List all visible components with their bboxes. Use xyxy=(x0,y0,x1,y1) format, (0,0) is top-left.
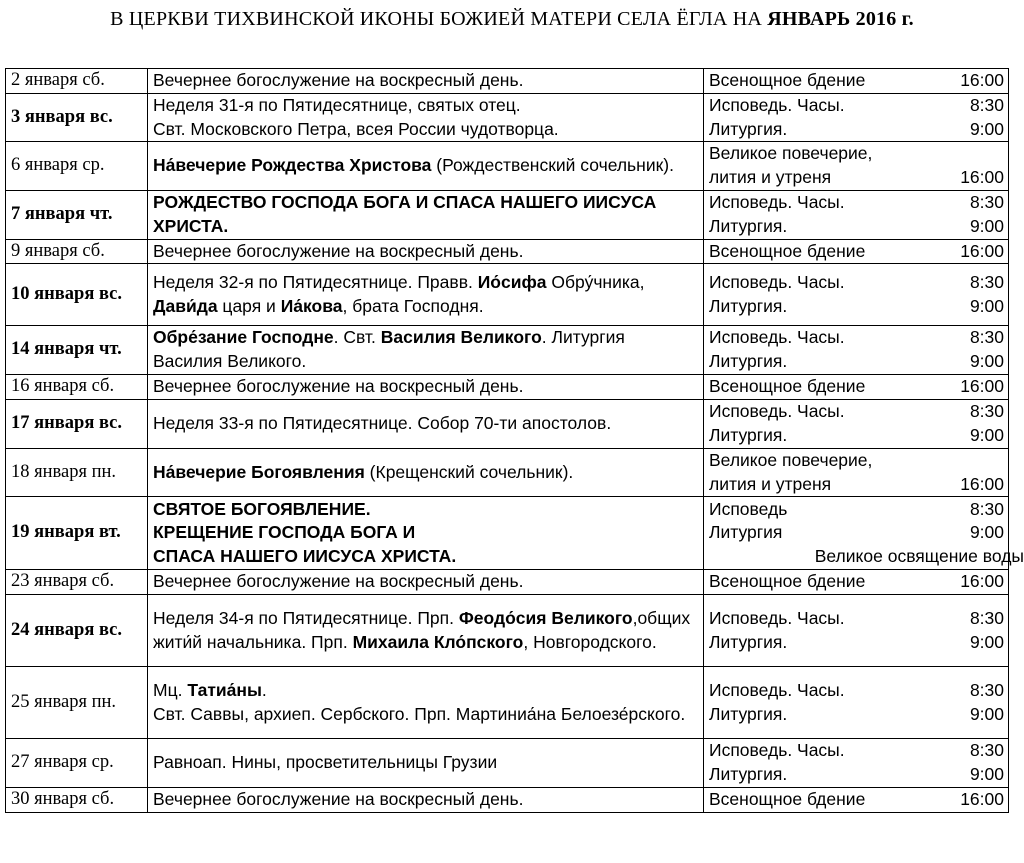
schedule-row xyxy=(6,374,1009,399)
date-cell: 14 января чт. xyxy=(6,326,148,375)
description-cell xyxy=(148,739,704,788)
service-time: 8:30 xyxy=(969,607,1004,628)
service-name: Литургия. xyxy=(709,424,788,445)
description-cell xyxy=(148,667,704,739)
description-line: Вечернее богослужение на воскресный день. xyxy=(153,571,524,592)
service-cell xyxy=(704,667,1009,739)
description-cell xyxy=(148,399,704,448)
date-cell: 24 января вс. xyxy=(6,595,148,667)
page-title xyxy=(0,8,1024,31)
service-cell xyxy=(704,570,1009,595)
date-cell: 27 января ср. xyxy=(6,739,148,788)
schedule-row xyxy=(6,93,1009,142)
service-time: 9:00 xyxy=(969,118,1004,139)
description-line: На́вечерие Рождества Христова (Рождественский сочельник). xyxy=(153,155,674,176)
service-name: Исповедь. Часы. xyxy=(709,607,845,628)
service-line xyxy=(709,295,1004,319)
service-name: Исповедь. Часы. xyxy=(709,327,845,348)
schedule-row xyxy=(6,239,1009,264)
schedule-row xyxy=(6,264,1009,326)
service-name: Литургия. xyxy=(709,351,788,372)
schedule-row xyxy=(6,787,1009,812)
description-cell xyxy=(148,239,704,264)
date-cell: 19 января вт. xyxy=(6,497,148,570)
service-line xyxy=(709,326,1004,350)
schedule-row xyxy=(6,399,1009,448)
service-cell xyxy=(704,69,1009,94)
service-time: 16:00 xyxy=(960,788,1004,809)
description-cell xyxy=(148,374,704,399)
description-cell xyxy=(148,787,704,812)
service-name: Исповедь. Часы. xyxy=(709,740,845,761)
description-cell xyxy=(148,595,704,667)
description-line: Мц. Татиа́ны. Свт. Саввы, архиеп. Сербского. Прп. Мартиниа́на Белоезе́рского. xyxy=(153,679,686,724)
service-name: Литургия. xyxy=(709,118,788,139)
service-cell xyxy=(704,787,1009,812)
service-name: лития и утреня xyxy=(709,167,832,188)
service-cell xyxy=(704,497,1024,570)
service-time: 16:00 xyxy=(960,70,1004,90)
service-line xyxy=(709,703,1004,727)
service-time: 16:00 xyxy=(960,240,1004,261)
service-name: Всенощное бдение xyxy=(709,375,866,396)
service-cell xyxy=(704,374,1009,399)
service-time: 8:30 xyxy=(969,400,1004,421)
schedule-row xyxy=(6,326,1009,375)
schedule-row xyxy=(6,739,1009,788)
service-line xyxy=(709,375,1004,399)
description-line: Неделя 34-я по Пятидесятнице. Прп. Феодо́сия Великого,общих жити́й начальника. Прп. Михаила Кло́пского, Новгородского. xyxy=(153,607,691,652)
service-line xyxy=(709,631,1004,655)
description-line: Равноап. Нины, просветительницы Грузии xyxy=(153,752,498,773)
title-month: ЯНВАРЬ 2016 г. xyxy=(767,8,914,30)
service-time: 8:30 xyxy=(969,191,1004,212)
service-cell xyxy=(704,399,1009,448)
service-line xyxy=(709,118,1004,142)
service-name: Литургия. xyxy=(709,295,788,316)
description-cell xyxy=(148,142,704,191)
service-time: 8:30 xyxy=(969,498,1004,519)
description-line: РОЖДЕСТВО ГОСПОДА БОГА И СПАСА НАШЕГО ИИСУСА ХРИСТА. xyxy=(153,191,657,236)
schedule-body xyxy=(6,69,1024,813)
service-time: 9:00 xyxy=(969,763,1004,784)
service-time: 9:00 xyxy=(969,215,1004,236)
service-cell xyxy=(704,326,1009,375)
service-line xyxy=(709,788,1004,812)
service-name: Литургия. xyxy=(709,631,788,652)
service-name: Литургия xyxy=(709,522,783,543)
service-name: Исповедь. Часы. xyxy=(709,679,845,700)
service-name: Всенощное бдение xyxy=(709,240,866,261)
service-name: Литургия. xyxy=(709,763,788,784)
service-line xyxy=(709,498,1004,522)
schedule-table xyxy=(5,68,1024,813)
service-line xyxy=(709,607,1004,631)
service-name: лития и утреня xyxy=(709,473,832,494)
description-cell xyxy=(148,448,704,497)
schedule-row xyxy=(6,69,1009,94)
service-line xyxy=(709,763,1004,787)
description-line: Свт. Московского Петра, всея России чудотворца. xyxy=(153,118,559,139)
description-line: Обре́зание Господне. Свт. Василия Великого. Литургия Василия Великого. xyxy=(153,327,625,372)
date-cell: 17 января вс. xyxy=(6,399,148,448)
service-note: Великое освящение воды xyxy=(814,546,1024,567)
service-name: Исповедь. Часы. xyxy=(709,272,845,293)
service-line xyxy=(709,739,1004,763)
service-time: 8:30 xyxy=(969,272,1004,293)
service-name: Великое повечерие, xyxy=(709,143,873,164)
service-name: Великое повечерие, xyxy=(709,449,873,470)
service-time: 8:30 xyxy=(969,679,1004,700)
date-cell: 6 января ср. xyxy=(6,142,148,191)
description-line: Вечернее богослужение на воскресный день. xyxy=(153,788,524,809)
service-name: Исповедь. Часы. xyxy=(709,191,845,212)
service-time: 9:00 xyxy=(969,703,1004,724)
service-name: Всенощное бдение xyxy=(709,571,866,592)
service-name: Литургия. xyxy=(709,215,788,236)
title-prefix: В ЦЕРКВИ ТИХВИНСКОЙ ИКОНЫ БОЖИЕЙ МАТЕРИ СЕЛА ЁГЛА НА xyxy=(110,8,768,30)
service-time: 9:00 xyxy=(969,631,1004,652)
service-line xyxy=(709,142,1004,166)
date-cell: 2 января сб. xyxy=(6,69,148,94)
date-cell: 7 января чт. xyxy=(6,190,148,239)
service-time: 16:00 xyxy=(960,167,1004,188)
service-time: 8:30 xyxy=(969,327,1004,348)
date-cell: 30 января сб. xyxy=(6,787,148,812)
service-time: 16:00 xyxy=(960,571,1004,592)
service-time: 16:00 xyxy=(960,473,1004,494)
date-cell: 23 января сб. xyxy=(6,570,148,595)
description-line: Вечернее богослужение на воскресный день. xyxy=(153,70,524,90)
service-line xyxy=(709,424,1004,448)
service-line xyxy=(709,271,1004,295)
date-cell: 9 января сб. xyxy=(6,239,148,264)
description-line: СВЯТОЕ БОГОЯВЛЕНИЕ. КРЕЩЕНИЕ ГОСПОДА БОГА И СПАСА НАШЕГО ИИСУСА ХРИСТА. xyxy=(153,498,457,567)
service-name: Всенощное бдение xyxy=(709,788,866,809)
service-line xyxy=(709,570,1004,594)
service-line xyxy=(709,191,1004,215)
description-cell xyxy=(148,497,704,570)
schedule-row xyxy=(6,570,1009,595)
service-time: 9:00 xyxy=(969,351,1004,372)
service-name: Исповедь. Часы. xyxy=(709,400,845,421)
service-name: Всенощное бдение xyxy=(709,70,866,90)
service-line xyxy=(709,449,1004,473)
description-line: Вечернее богослужение на воскресный день. xyxy=(153,375,524,396)
service-time: 9:00 xyxy=(969,424,1004,445)
service-cell xyxy=(704,264,1009,326)
schedule-row xyxy=(6,142,1009,191)
service-line xyxy=(709,94,1004,118)
service-cell xyxy=(704,142,1009,191)
service-cell xyxy=(704,739,1009,788)
service-name: Исповедь xyxy=(709,498,788,519)
date-cell: 18 января пн. xyxy=(6,448,148,497)
description-cell xyxy=(148,69,704,94)
schedule-row xyxy=(6,667,1009,739)
service-time: 16:00 xyxy=(960,375,1004,396)
service-cell xyxy=(704,190,1009,239)
schedule-row xyxy=(6,190,1009,239)
service-line xyxy=(709,521,1004,545)
service-time: 8:30 xyxy=(969,94,1004,115)
date-cell: 25 января пн. xyxy=(6,667,148,739)
description-cell xyxy=(148,326,704,375)
service-line xyxy=(709,240,1004,264)
service-cell xyxy=(704,595,1009,667)
service-line xyxy=(709,473,1004,497)
service-line xyxy=(709,400,1004,424)
service-name: Исповедь. Часы. xyxy=(709,94,845,115)
schedule-row xyxy=(6,448,1009,497)
description-cell xyxy=(148,570,704,595)
service-line xyxy=(709,166,1004,190)
service-line xyxy=(709,350,1004,374)
service-cell xyxy=(704,239,1009,264)
service-cell xyxy=(704,93,1009,142)
date-cell: 3 января вс. xyxy=(6,93,148,142)
service-time: 9:00 xyxy=(969,295,1004,316)
description-line: На́вечерие Богоявления (Крещенский сочельник). xyxy=(153,461,574,482)
service-cell xyxy=(704,448,1009,497)
description-line: Неделя 31-я по Пятидесятнице, святых отец. xyxy=(153,94,521,115)
service-line xyxy=(709,69,1004,93)
description-line: Вечернее богослужение на воскресный день. xyxy=(153,240,524,261)
schedule-row xyxy=(6,595,1009,667)
description-line: Неделя 32-я по Пятидесятнице. Правв. Ио́сифа Обру́чника, Дави́да царя и Иа́кова, брата Господня. xyxy=(153,272,645,316)
description-cell xyxy=(148,264,704,326)
service-time: 9:00 xyxy=(969,522,1004,543)
date-cell: 16 января сб. xyxy=(6,374,148,399)
service-line xyxy=(709,215,1004,239)
description-cell xyxy=(148,93,704,142)
description-cell xyxy=(148,190,704,239)
service-line xyxy=(709,679,1004,703)
description-line: Неделя 33-я по Пятидесятнице. Собор 70-ти апостолов. xyxy=(153,412,612,433)
schedule-row xyxy=(6,497,1009,570)
date-cell: 10 января вс. xyxy=(6,264,148,326)
service-time: 8:30 xyxy=(969,740,1004,761)
service-name: Литургия. xyxy=(709,703,788,724)
